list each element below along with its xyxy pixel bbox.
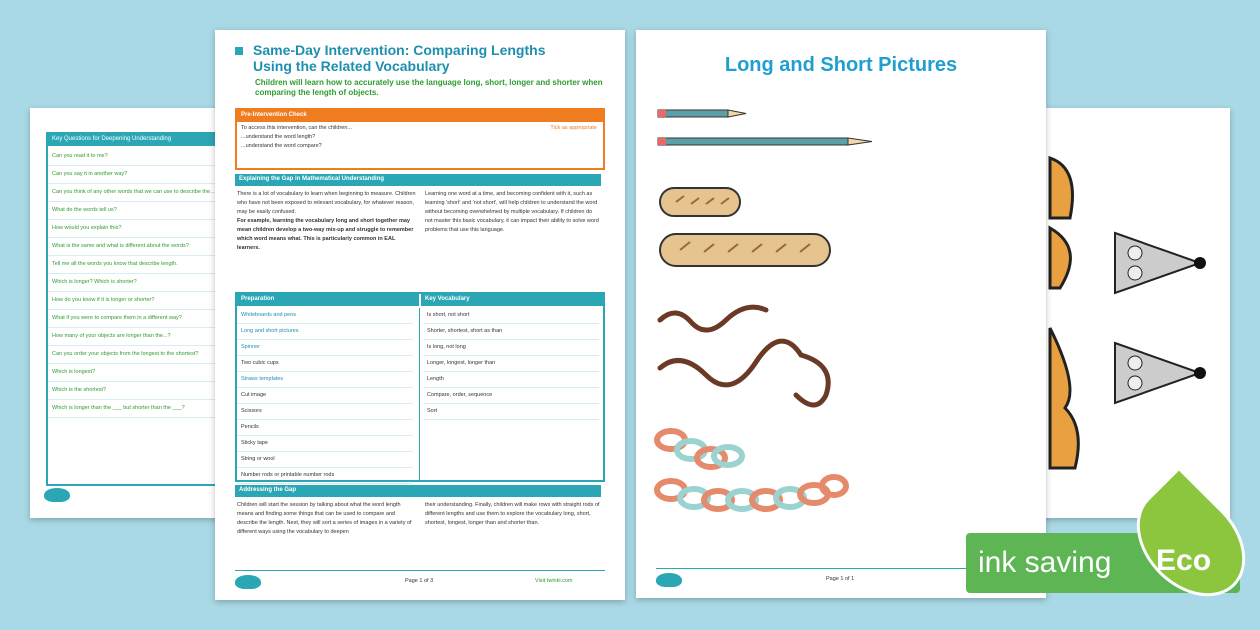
long-pencil-icon xyxy=(658,138,872,145)
short-paper-chain-icon xyxy=(657,431,742,467)
long-worm-icon xyxy=(660,341,828,405)
question-item: What is the same and what is different about the words? xyxy=(48,238,278,256)
page-subtitle: Children will learn how to accurately use the language long, short, longer and shorter when comparing the length of objects. xyxy=(255,78,603,97)
explain-left-example: For example, learning the vocabulary long and short together may mean children develop a two-way mix-up and struggle to remember which word means what. This is particularly common in EAL learners. xyxy=(237,218,414,251)
preparation-item: Pencils xyxy=(237,420,413,436)
addressing-gap-section xyxy=(235,485,601,565)
vocabulary-heading: Key Vocabulary xyxy=(421,294,603,306)
twinkl-logo xyxy=(235,575,261,589)
vocabulary-item: Longer, longest, longer than xyxy=(423,356,599,372)
question-item: What do the words tell us? xyxy=(48,202,278,220)
long-short-illustrations xyxy=(636,100,1046,600)
footer-page-number: Page 1 of 1 xyxy=(826,576,855,582)
eco-badge-label: Eco xyxy=(1156,544,1212,577)
preparation-item: Whiteboards and pens xyxy=(237,308,413,324)
pre-check-line: ...understand the word length? xyxy=(241,134,316,140)
question-item: Can you order your objects from the longest to the shortest? xyxy=(48,346,278,364)
vocabulary-item: Compare, order, sequence xyxy=(423,388,599,404)
preparation-heading: Preparation xyxy=(237,294,419,306)
addressing-gap-heading: Addressing the Gap xyxy=(235,485,601,497)
footer-link[interactable]: Visit twinkl.com xyxy=(535,578,573,584)
explaining-gap-left-text xyxy=(237,190,417,253)
intervention-plan-page xyxy=(215,30,625,600)
preparation-item: String or wool xyxy=(237,452,413,468)
preparation-item: Sticky tape xyxy=(237,436,413,452)
preparation-list xyxy=(237,308,413,484)
title-bullet-icon xyxy=(235,47,243,55)
preparation-item: Two cubic cups xyxy=(237,356,413,372)
column-divider xyxy=(419,308,420,480)
vocabulary-list xyxy=(423,308,599,420)
question-item: How would you explain this? xyxy=(48,220,278,238)
page-title: Long and Short Pictures xyxy=(724,54,958,76)
question-item: Can you think of any other words that we can use to describe the... xyxy=(48,184,278,202)
pre-intervention-check xyxy=(235,108,605,170)
explaining-gap-right-text: Learning one word at a time, and becoming confident with it, such as learning 'short' and 'not short', will help children to understand the word without becoming overwhelmed by multiple vocabulary. If children do not master this basic vocabulary, it can impact their ability to solve word problems that use this language. xyxy=(425,191,599,233)
question-item: Can you say it in another way? xyxy=(48,166,278,184)
prep-vocab-headers xyxy=(237,294,603,306)
preparation-item: Straws templates xyxy=(237,372,413,388)
vocabulary-item: Sort xyxy=(423,404,599,420)
page-title xyxy=(235,42,595,74)
title-line-1: Same-Day Intervention: Comparing Lengths xyxy=(253,42,546,58)
explaining-gap-heading: Explaining the Gap in Mathematical Understanding xyxy=(235,174,601,186)
preparation-item: Spinner xyxy=(237,340,413,356)
question-item: Which is the shortest? xyxy=(48,382,278,400)
eco-badge-text: ink saving xyxy=(978,546,1112,579)
question-item: Which is longest? xyxy=(48,364,278,382)
addressing-gap-left-text: Children will start the session by talking about what the word length means and finding some things that can be used to compare and describe the length. Next, they will sort a series of images in a variety of different ways using the vocabulary to deepen xyxy=(237,502,412,535)
question-item: Which is longer than the ___ but shorter than the ___? xyxy=(48,400,278,418)
footer-page-number: Page 1 of 3 xyxy=(405,578,434,584)
long-short-pictures-page xyxy=(636,30,1046,598)
vocabulary-item: Is long, not long xyxy=(423,340,599,356)
short-worm-icon xyxy=(660,307,766,330)
short-bread-icon xyxy=(660,188,740,216)
preparation-vocab-section xyxy=(235,292,605,482)
question-item: Which is longer? Which is shorter? xyxy=(48,274,278,292)
question-item: What if you were to compare them in a different way? xyxy=(48,310,278,328)
key-questions-heading: Key Questions for Deepening Understanding xyxy=(48,134,278,146)
preparation-item: Number rods or printable number rods xyxy=(237,468,413,484)
pre-check-line: To access this intervention, can the children... xyxy=(241,125,352,131)
vocabulary-item: Is short, not short xyxy=(423,308,599,324)
back-right-page xyxy=(1040,108,1230,518)
twinkl-logo xyxy=(44,488,70,502)
addressing-gap-right-text: their understanding. Finally, children will make rows with straight rods of different lengths and use them to explore the vocabulary long, short, shortest, longest, longer than and shorter than. xyxy=(425,502,600,526)
preparation-item: Long and short pictures xyxy=(237,324,413,340)
page-footer xyxy=(235,570,605,591)
short-pencil-icon xyxy=(658,110,746,117)
preparation-item: Cut image xyxy=(237,388,413,404)
title-line-2: Using the Related Vocabulary xyxy=(253,58,450,74)
pre-check-line: ...understand the word compare? xyxy=(241,143,322,149)
ink-saving-eco-badge xyxy=(966,530,1256,596)
twinkl-logo xyxy=(656,573,682,587)
mouse-cutout-illustration xyxy=(1040,108,1230,518)
preparation-item: Scissors xyxy=(237,404,413,420)
explain-left-paragraph: There is a lot of vocabulary to learn when beginning to measure. Children who have not been exposed to relevant vocabulary, for whatever reason, may be easily confused. xyxy=(237,191,416,215)
pre-check-heading: Pre-Intervention Check xyxy=(237,110,603,122)
question-item: Tell me all the words you know that describe length. xyxy=(48,256,278,274)
vocabulary-item: Length xyxy=(423,372,599,388)
long-paper-chain-icon xyxy=(657,477,846,509)
long-bread-icon xyxy=(660,234,830,266)
tick-note: Tick as appropriate xyxy=(550,125,597,131)
explaining-gap-section xyxy=(235,174,601,282)
question-item: Can you read it to me? xyxy=(48,148,278,166)
question-item: How do you know if it is longer or shorter? xyxy=(48,292,278,310)
vocabulary-item: Shorter, shortest, short as than xyxy=(423,324,599,340)
question-item: How many of your objects are longer than the...? xyxy=(48,328,278,346)
pre-check-body xyxy=(237,122,603,153)
